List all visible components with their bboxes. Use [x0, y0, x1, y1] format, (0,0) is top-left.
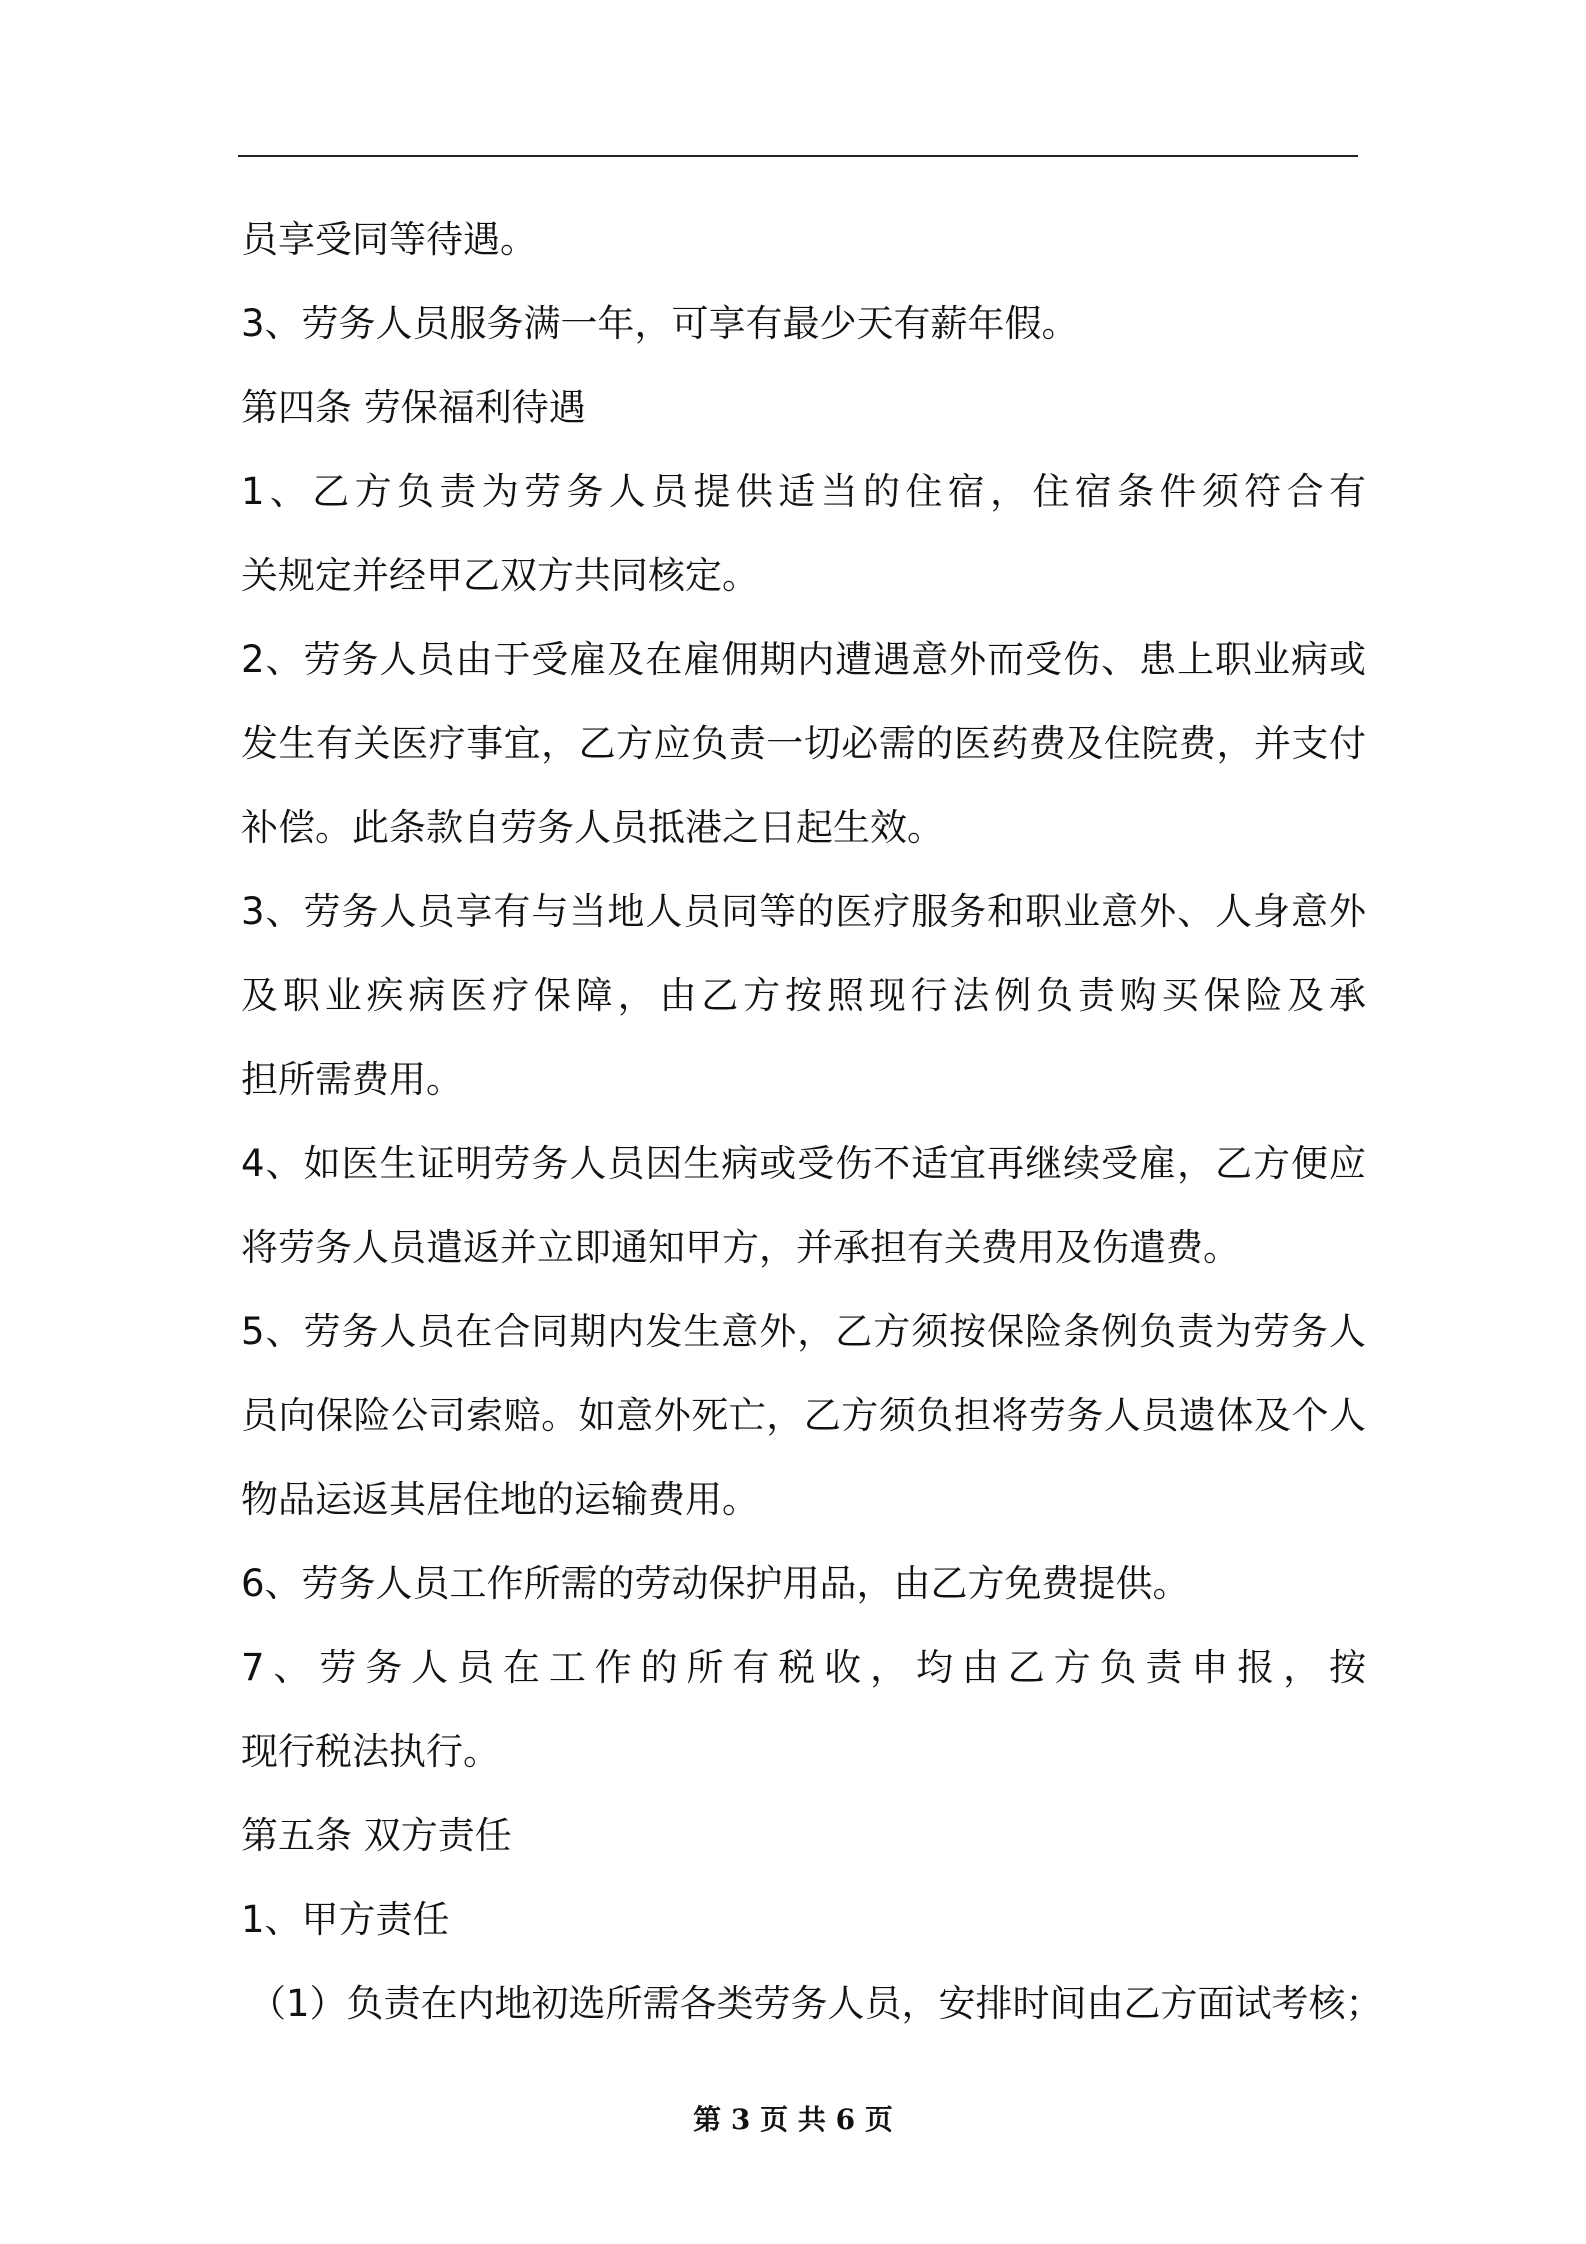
text-line: 7、劳务人员在工作的所有税收，均由乙方负责申报，按: [241, 1646, 1367, 1689]
text-line: 1、乙方负责为劳务人员提供适当的住宿，住宿条件须符合有: [241, 470, 1366, 513]
article-heading: 第四条 劳保福利待遇: [241, 386, 586, 429]
article-heading: 第五条 双方责任: [241, 1814, 512, 1857]
text-line: 将劳务人员遣返并立即通知甲方，并承担有关费用及伤遣费。: [241, 1226, 1240, 1269]
text-line: 及职业疾病医疗保障，由乙方按照现行法例负责购买保险及承: [241, 974, 1367, 1017]
header-rule: [238, 155, 1358, 157]
text-line: 4、如医生证明劳务人员因生病或受伤不适宜再继续受雇，乙方便应: [241, 1142, 1366, 1185]
text-line: 发生有关医疗事宜，乙方应负责一切必需的医药费及住院费，并支付: [241, 722, 1366, 765]
page-number: 第 3 页 共 6 页: [693, 2103, 893, 2136]
text-line: 员享受同等待遇。: [241, 218, 537, 261]
text-line: 5、劳务人员在合同期内发生意外，乙方须按保险条例负责为劳务人: [241, 1310, 1366, 1353]
text-line: 关规定并经甲乙双方共同核定。: [241, 554, 759, 597]
section-heading: 1、甲方责任: [241, 1898, 450, 1941]
text-line: 现行税法执行。: [241, 1730, 500, 1773]
text-line: 担所需费用。: [241, 1058, 463, 1101]
text-line: （1）负责在内地初选所需各类劳务人员，安排时间由乙方面试考核；: [249, 1982, 1383, 2025]
text-line: 2、劳务人员由于受雇及在雇佣期内遭遇意外而受伤、患上职业病或: [241, 638, 1366, 681]
text-line: 员向保险公司索赔。如意外死亡，乙方须负担将劳务人员遗体及个人: [241, 1394, 1366, 1437]
text-line: 物品运返其居住地的运输费用。: [241, 1478, 759, 1521]
text-line: 6、劳务人员工作所需的劳动保护用品，由乙方免费提供。: [241, 1562, 1190, 1605]
text-line: 补偿。此条款自劳务人员抵港之日起生效。: [241, 806, 944, 849]
text-line: 3、劳务人员享有与当地人员同等的医疗服务和职业意外、人身意外: [241, 890, 1366, 933]
document-body: [241, 198, 1383, 2046]
text-line: 3、劳务人员服务满一年，可享有最少天有薪年假。: [241, 302, 1079, 345]
